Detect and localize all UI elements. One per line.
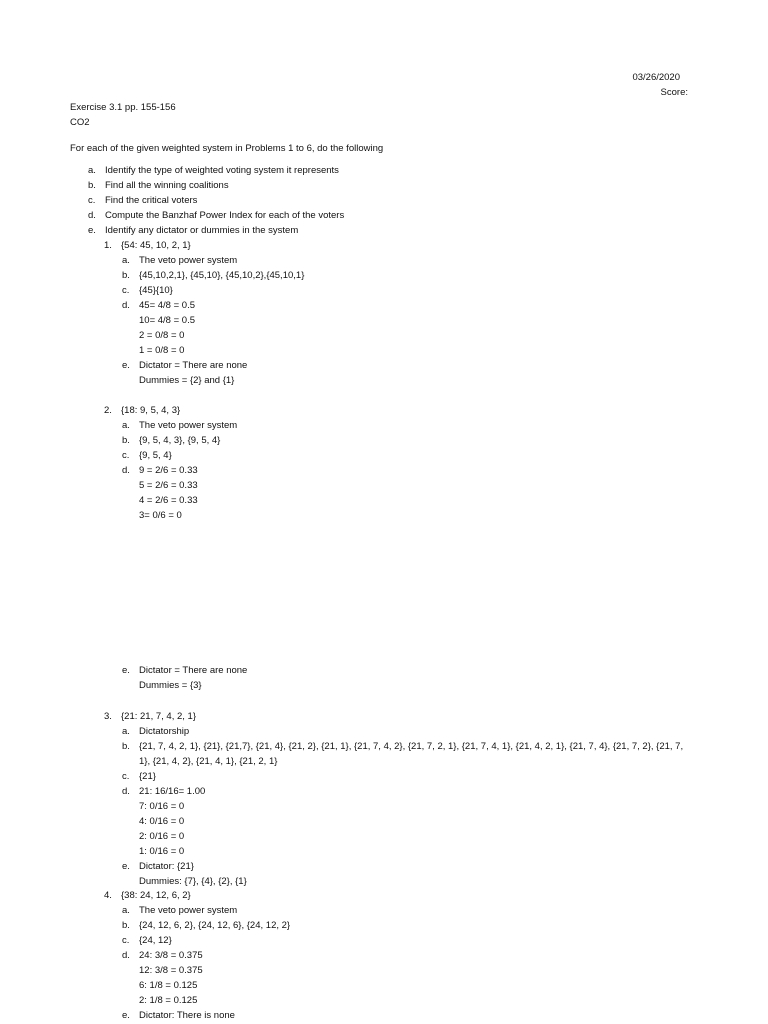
answer-c: c. {9, 5, 4} bbox=[104, 448, 704, 463]
instruction-text: Identify any dictator or dummies in the system bbox=[105, 225, 299, 236]
instruction-label: d. bbox=[88, 210, 96, 221]
problem-4 bbox=[104, 888, 704, 1023]
problem-2 bbox=[104, 403, 704, 523]
answer-e: e. Dictator = There are none Dummies = {3} bbox=[104, 663, 704, 693]
problem-system: {38: 24, 12, 6, 2} bbox=[121, 890, 191, 901]
instruction-text: Compute the Banzhaf Power Index for each of the voters bbox=[105, 210, 345, 221]
answer-line: {45}{10} bbox=[139, 285, 173, 296]
problem-system: {21: 21, 7, 4, 2, 1} bbox=[121, 711, 197, 722]
answer-line: {9, 5, 4, 3}, {9, 5, 4} bbox=[139, 435, 221, 446]
answer-a: a. The veto power system bbox=[104, 903, 704, 918]
instruction-text: Find all the winning coalitions bbox=[105, 180, 229, 191]
intro-text: For each of the given weighted system in Problems 1 to 6, do the following bbox=[70, 143, 384, 154]
answer-b: b. {21, 7, 4, 2, 1}, {21}, {21,7}, {21, 4}, {21, 2}, {21, 1}, {21, 7, 4, 2}, {21, 7, 2, 1}, {21, 7, 4, 1}, {21, 4, 2, 1}, {21, 7, 4}, {21, 7, 2}, {21, 7, 1}, {21, 4, 2}, {21, 4, 1}, {21, 2, 1} bbox=[104, 739, 704, 769]
answer-d: d. 9 = 2/6 = 0.33 5 = 2/6 = 0.33 4 = 2/6 = 0.33 3= 0/6 = 0 bbox=[104, 463, 704, 523]
answer-line: {21} bbox=[139, 771, 156, 782]
answer-line: 9 = 2/6 = 0.33 bbox=[139, 465, 198, 476]
answer-c: c. {24, 12} bbox=[104, 933, 704, 948]
problem-number: 1. bbox=[104, 240, 112, 251]
answer-line: Dictator: There is none bbox=[139, 1010, 235, 1021]
answer-line: 45= 4/8 = 0.5 bbox=[139, 300, 195, 311]
problem-header bbox=[104, 238, 704, 253]
instruction-label: e. bbox=[88, 225, 96, 236]
problem-3 bbox=[104, 709, 704, 889]
problem-number: 3. bbox=[104, 711, 112, 722]
instruction-label: b. bbox=[88, 180, 96, 191]
answer-d: d. 24: 3/8 = 0.375 12: 3/8 = 0.375 6: 1/8 = 0.125 2: 1/8 = 0.125 bbox=[104, 948, 704, 1008]
answer-line: 24: 3/8 = 0.375 bbox=[139, 950, 203, 961]
course-code: CO2 bbox=[70, 117, 90, 128]
exercise-title: Exercise 3.1 pp. 155-156 bbox=[70, 102, 176, 113]
instruction-label: a. bbox=[88, 165, 96, 176]
answer-b: b. {45,10,2,1}, {45,10}, {45,10,2},{45,10,1} bbox=[104, 268, 704, 283]
problem-header bbox=[104, 888, 704, 903]
problem-header bbox=[104, 403, 704, 418]
problem-system: {54: 45, 10, 2, 1} bbox=[121, 240, 191, 251]
problem-number: 4. bbox=[104, 890, 112, 901]
answer-line: 7: 0/16 = 0 bbox=[139, 801, 185, 812]
answer-line: {24, 12, 6, 2}, {24, 12, 6}, {24, 12, 2} bbox=[139, 920, 291, 931]
answer-line: The veto power system bbox=[139, 255, 238, 266]
problem-2-continued bbox=[104, 663, 704, 693]
answer-line: 1 = 0/8 = 0 bbox=[139, 345, 185, 356]
answer-c: c. {45}{10} bbox=[104, 283, 704, 298]
problem-header bbox=[104, 709, 704, 724]
problem-number: 2. bbox=[104, 405, 112, 416]
answer-line: {21, 7, 4, 2, 1}, {21}, {21,7}, {21, 4}, {21, 2}, {21, 1}, {21, 7, 4, 2}, {21, 7, 2, 1}, {21, 7, 4, 1}, {21, 4, 2, 1}, {21, 7, 4}, {21, 7, 2}, {21, 7, 1}, {21, 4, 2}, {21, 4, 1}, {21, 2, 1} bbox=[139, 741, 684, 767]
answer-line: Dummies = {2} and {1} bbox=[139, 375, 235, 386]
answer-a: a. Dictatorship bbox=[104, 724, 704, 739]
answer-line: Dictator = There are none bbox=[139, 360, 248, 371]
answer-line: {24, 12} bbox=[139, 935, 172, 946]
answer-d: d. 21: 16/16= 1.00 7: 0/16 = 0 4: 0/16 = 0 2: 0/16 = 0 1: 0/16 = 0 bbox=[104, 784, 704, 859]
answer-line: Dummies = {3} bbox=[139, 680, 202, 691]
answer-line: 10= 4/8 = 0.5 bbox=[139, 315, 195, 326]
answer-line: 3= 0/6 = 0 bbox=[139, 510, 182, 521]
answer-line: 6: 1/8 = 0.125 bbox=[139, 980, 198, 991]
answer-line: {9, 5, 4} bbox=[139, 450, 172, 461]
answer-d: d. 45= 4/8 = 0.5 10= 4/8 = 0.5 2 = 0/8 = 0 1 = 0/8 = 0 bbox=[104, 298, 704, 358]
answer-line: 21: 16/16= 1.00 bbox=[139, 786, 206, 797]
answer-a: a. The veto power system bbox=[104, 418, 704, 433]
answer-line: {45,10,2,1}, {45,10}, {45,10,2},{45,10,1} bbox=[139, 270, 305, 281]
problem-system: {18: 9, 5, 4, 3} bbox=[121, 405, 181, 416]
answer-line: Dictatorship bbox=[139, 726, 190, 737]
answer-b: b. {24, 12, 6, 2}, {24, 12, 6}, {24, 12, 2} bbox=[104, 918, 704, 933]
answer-line: 1: 0/16 = 0 bbox=[139, 846, 185, 857]
score-label: Score: bbox=[660, 87, 688, 98]
answer-line: 5 = 2/6 = 0.33 bbox=[139, 480, 198, 491]
answer-line: The veto power system bbox=[139, 420, 238, 431]
instruction-label: c. bbox=[88, 195, 96, 206]
instruction-text: Find the critical voters bbox=[105, 195, 198, 206]
answer-line: 2: 0/16 = 0 bbox=[139, 831, 185, 842]
answer-c: c. {21} bbox=[104, 769, 704, 784]
answer-e: e. Dictator = There are none Dummies = {2} and {1} bbox=[104, 358, 704, 388]
answer-line: 2 = 0/8 = 0 bbox=[139, 330, 185, 341]
answer-line: Dummies: {7}, {4}, {2}, {1} bbox=[139, 876, 247, 887]
instruction-text: Identify the type of weighted voting system it represents bbox=[105, 165, 339, 176]
answer-line: Dictator = There are none bbox=[139, 665, 248, 676]
answer-line: 2: 1/8 = 0.125 bbox=[139, 995, 198, 1006]
answer-line: 4 = 2/6 = 0.33 bbox=[139, 495, 198, 506]
answer-b: b. {9, 5, 4, 3}, {9, 5, 4} bbox=[104, 433, 704, 448]
problem-1 bbox=[104, 238, 704, 388]
answer-line: 12: 3/8 = 0.375 bbox=[139, 965, 203, 976]
answer-a: a. The veto power system bbox=[104, 253, 704, 268]
answer-line: 4: 0/16 = 0 bbox=[139, 816, 185, 827]
answer-e: e. Dictator: {21} Dummies: {7}, {4}, {2}, {1} bbox=[104, 859, 704, 889]
answer-e: e. Dictator: There is none bbox=[104, 1008, 704, 1023]
answer-line: Dictator: {21} bbox=[139, 861, 194, 872]
date: 03/26/2020 bbox=[632, 72, 680, 83]
answer-line: The veto power system bbox=[139, 905, 238, 916]
